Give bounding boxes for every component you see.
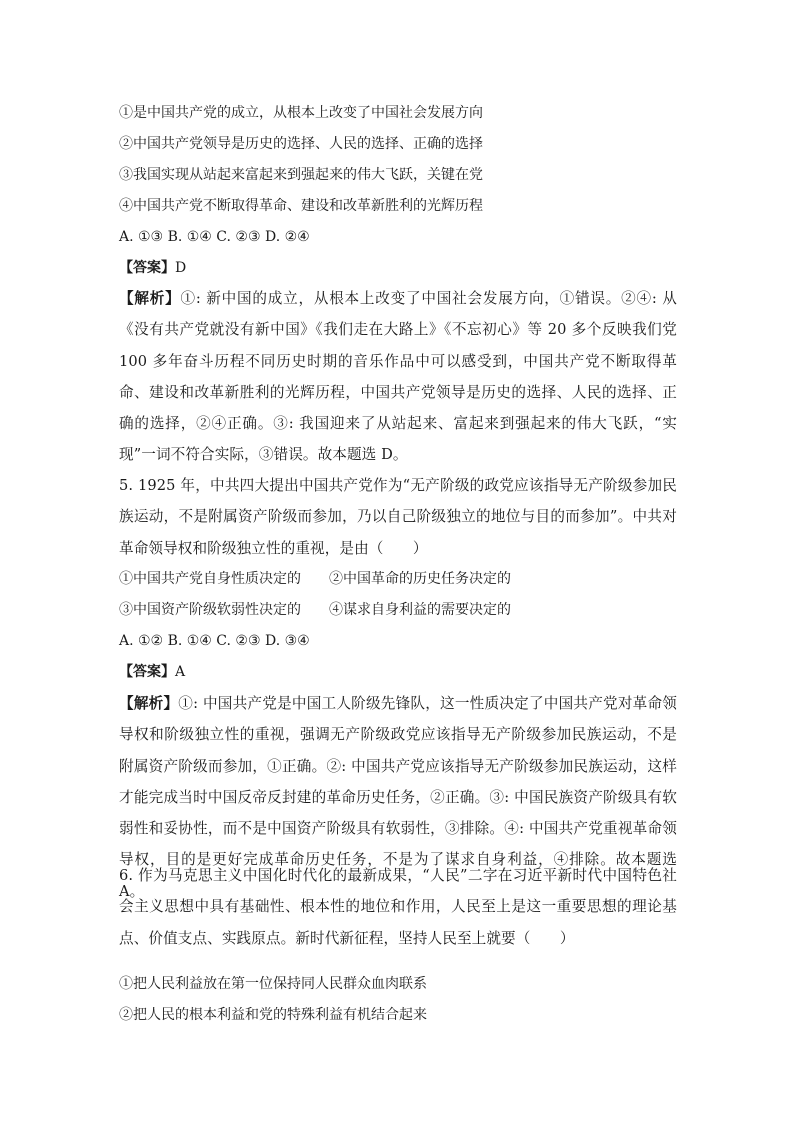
q5-stem: 5. 1925 年，中共四大提出中国共产党作为“无产阶级的政党应该指导无产阶级参加民族运动，不是附属资产阶级而参加，乃以自己阶级独立的地位与目的而参加”。中共对革命领导权和阶级独立性的重视，是由（ ） bbox=[119, 477, 677, 557]
analysis-tag: 【解析】 bbox=[119, 290, 181, 307]
q5-option-3: ③中国资产阶级软弱性决定的 bbox=[119, 602, 301, 618]
q4-option-4: ④中国共产党不断取得革命、建设和改革新胜利的光辉历程 bbox=[119, 198, 483, 214]
analysis-text: ①: 中国共产党是中国工人阶级先锋队，这一性质决定了中国共产党对革命领导权和阶级独立性的重视，强调无产阶级政党应该指导无产阶级参加民族运动，不是附属资产阶级而参加，①正确。②: 中国共产党应该指导无产阶级参加民族运动，这样才能完成当时中国反帝反封建的革命历史任务，②正确。③: 中国民族资产阶级具有软弱性和妥协性，而不是中国资产阶级具有软弱性，③排除。④: 中国共产党重视革命领导权，目的是更好完成革命历史任务，不是为了谋求自身利益，④排除。故本题选 A。 bbox=[119, 695, 678, 900]
q5-options-row-2 bbox=[119, 601, 511, 619]
q5-answer bbox=[119, 663, 185, 681]
answer-tag: 【答案】 bbox=[119, 260, 175, 276]
q5-option-4: ④谋求自身利益的需要决定的 bbox=[329, 602, 511, 618]
q4-choices: A. ①③ B. ①④ C. ②③ D. ②④ bbox=[119, 229, 310, 245]
q5-option-2: ②中国革命的历史任务决定的 bbox=[329, 571, 511, 587]
q4-option-3: ③我国实现从站起来富起来到强起来的伟大飞跃，关键在党 bbox=[119, 167, 483, 183]
answer-value: A bbox=[175, 664, 186, 680]
q6-stem: 6. 作为马克思主义中国化时代化的最新成果，“人民”二字在习近平新时代中国特色社会主义思想中具有基础性、根本性的地位和作用，人民至上是这一重要思想的理论基点、价值支点、实践原点。新时代新征程，坚持人民至上就要（ ） bbox=[119, 867, 677, 947]
q4-option-1: ①是中国共产党的成立，从根本上改变了中国社会发展方向 bbox=[119, 105, 483, 121]
analysis-tag: 【解析】 bbox=[119, 695, 179, 712]
q4-option-2: ②中国共产党领导是历史的选择、人民的选择、正确的选择 bbox=[119, 136, 483, 152]
q5-option-1: ①中国共产党自身性质决定的 bbox=[119, 571, 301, 587]
q6-option-2: ②把人民的根本利益和党的特殊利益有机结合起来 bbox=[119, 1007, 427, 1023]
q4-answer bbox=[119, 259, 186, 277]
answer-tag: 【答案】 bbox=[119, 664, 175, 680]
q4-analysis bbox=[119, 283, 677, 471]
q5-options-row-1 bbox=[119, 570, 511, 588]
analysis-text: ①: 新中国的成立，从根本上改变了中国社会发展方向，①错误。②④: 从《没有共产党就没有新中国》《我们走在大路上》《不忘初心》等 20 多个反映我们党 100 多年奋斗历程不同历史时期的音乐作品中可以感受到，中国共产党不断取得革命、建设和改革新胜利的光辉历程，中国共产党领导是历史的选择、人民的选择、正确的选择，②④正确。③: 我国迎来了从站起来、富起来到强起来的伟大飞跃，“实现”一词不符合实际，③错误。故本题选 D。 bbox=[119, 290, 677, 464]
q5-choices: A. ①② B. ①④ C. ②③ D. ③④ bbox=[119, 633, 310, 649]
q6-option-1: ①把人民利益放在第一位保持同人民群众血肉联系 bbox=[119, 976, 427, 992]
answer-value: D bbox=[175, 260, 187, 276]
